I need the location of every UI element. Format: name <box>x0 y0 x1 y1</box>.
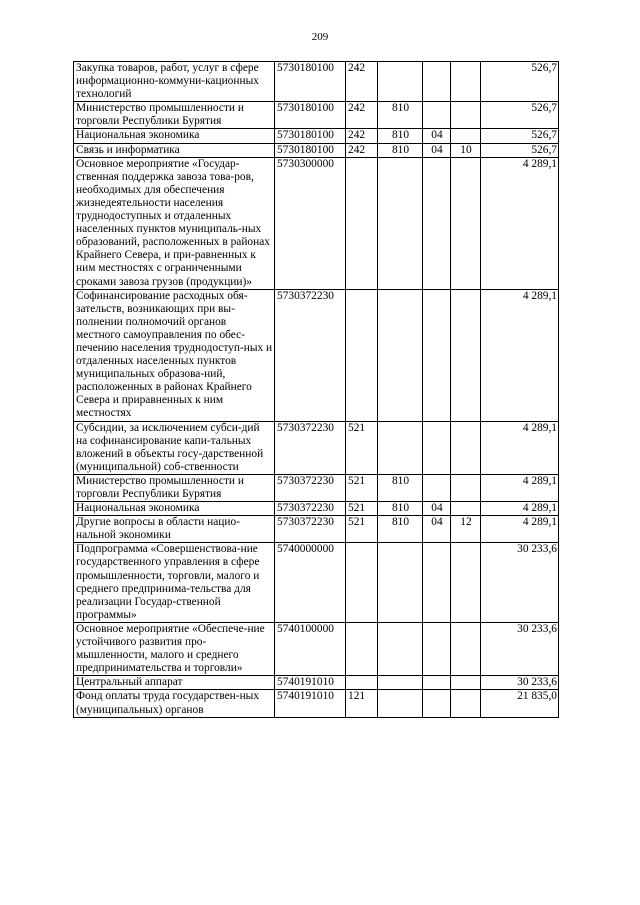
row-name-cell: Подпрограмма «Совершенствова-ние государственного управления в сфере промышленности, торговли, малого и среднего предпринима-тельства для реализации Государ-ственной программы» <box>74 543 275 623</box>
row-vr-cell: 521 <box>346 421 378 474</box>
row-name-cell: Связь и информатика <box>74 143 275 157</box>
row-pr-cell <box>451 502 481 516</box>
row-grbs-cell <box>378 676 423 690</box>
table-row <box>74 543 559 623</box>
row-csr-cell: 5740000000 <box>275 543 346 623</box>
row-rz-cell <box>423 622 451 675</box>
row-rz-cell <box>423 474 451 501</box>
table-row <box>74 676 559 690</box>
row-grbs-cell <box>378 622 423 675</box>
row-vr-cell <box>346 676 378 690</box>
row-csr-cell: 5740191010 <box>275 676 346 690</box>
table-row <box>74 102 559 129</box>
row-grbs-cell <box>378 62 423 102</box>
row-rz-cell <box>423 676 451 690</box>
row-rz-cell <box>423 102 451 129</box>
row-pr-cell <box>451 676 481 690</box>
row-pr-cell <box>451 157 481 289</box>
row-grbs-cell <box>378 543 423 623</box>
row-name-cell: Закупка товаров, работ, услуг в сфере информационно-коммуни-кационных технологий <box>74 62 275 102</box>
row-sum-cell: 30 233,6 <box>481 622 559 675</box>
row-csr-cell: 5730300000 <box>275 157 346 289</box>
row-grbs-cell: 810 <box>378 502 423 516</box>
row-grbs-cell: 810 <box>378 516 423 543</box>
row-rz-cell <box>423 690 451 717</box>
row-grbs-cell <box>378 421 423 474</box>
row-pr-cell <box>451 102 481 129</box>
row-sum-cell: 4 289,1 <box>481 157 559 289</box>
row-pr-cell <box>451 129 481 143</box>
table-row <box>74 157 559 289</box>
row-name-cell: Национальная экономика <box>74 502 275 516</box>
row-rz-cell: 04 <box>423 143 451 157</box>
row-name-cell: Софинансирование расходных обя-зательств, возникающих при вы-полнении полномочий органов местного самоуправления по обес-печению населения труднодоступ-ных и отдаленных населенных пунктов муниципальных образова-ний, расположенных в районах Крайнего Севера и приравненных к ним местностях <box>74 289 275 421</box>
row-csr-cell: 5730372230 <box>275 474 346 501</box>
row-name-cell: Национальная экономика <box>74 129 275 143</box>
row-pr-cell <box>451 421 481 474</box>
row-pr-cell <box>451 543 481 623</box>
row-pr-cell: 10 <box>451 143 481 157</box>
row-rz-cell <box>423 543 451 623</box>
row-vr-cell: 521 <box>346 502 378 516</box>
row-grbs-cell <box>378 690 423 717</box>
row-pr-cell <box>451 289 481 421</box>
row-csr-cell: 5740191010 <box>275 690 346 717</box>
row-pr-cell <box>451 622 481 675</box>
row-csr-cell: 5730372230 <box>275 289 346 421</box>
row-csr-cell: 5730180100 <box>275 62 346 102</box>
row-sum-cell: 526,7 <box>481 102 559 129</box>
row-csr-cell: 5730180100 <box>275 102 346 129</box>
budget-table <box>73 61 559 718</box>
row-rz-cell <box>423 421 451 474</box>
row-name-cell: Субсидии, за исключением субси-дий на софинансирование капи-тальных вложений в объекты госу-дарственной (муниципальной) соб-ственности <box>74 421 275 474</box>
table-row <box>74 690 559 717</box>
row-vr-cell <box>346 157 378 289</box>
row-sum-cell: 4 289,1 <box>481 516 559 543</box>
row-rz-cell: 04 <box>423 516 451 543</box>
row-pr-cell <box>451 474 481 501</box>
row-grbs-cell <box>378 157 423 289</box>
table-row <box>74 289 559 421</box>
row-vr-cell: 242 <box>346 62 378 102</box>
row-vr-cell: 521 <box>346 516 378 543</box>
table-row <box>74 143 559 157</box>
row-sum-cell: 30 233,6 <box>481 543 559 623</box>
row-name-cell: Основное мероприятие «Обеспече-ние устойчивого развития про-мышленности, малого и среднего предпринимательства и торговли» <box>74 622 275 675</box>
row-grbs-cell: 810 <box>378 143 423 157</box>
row-grbs-cell: 810 <box>378 474 423 501</box>
row-vr-cell <box>346 289 378 421</box>
table-row <box>74 421 559 474</box>
row-vr-cell <box>346 543 378 623</box>
table-row <box>74 622 559 675</box>
table-row <box>74 129 559 143</box>
row-name-cell: Другие вопросы в области нацио-нальной экономики <box>74 516 275 543</box>
row-vr-cell: 242 <box>346 102 378 129</box>
row-pr-cell <box>451 62 481 102</box>
table-row <box>74 516 559 543</box>
row-pr-cell <box>451 690 481 717</box>
table-row <box>74 502 559 516</box>
row-sum-cell: 526,7 <box>481 62 559 102</box>
row-grbs-cell <box>378 289 423 421</box>
row-rz-cell: 04 <box>423 502 451 516</box>
row-rz-cell <box>423 289 451 421</box>
row-rz-cell: 04 <box>423 129 451 143</box>
row-csr-cell: 5730372230 <box>275 502 346 516</box>
row-name-cell: Центральный аппарат <box>74 676 275 690</box>
table-row <box>74 62 559 102</box>
row-rz-cell <box>423 157 451 289</box>
row-csr-cell: 5740100000 <box>275 622 346 675</box>
row-vr-cell <box>346 622 378 675</box>
row-sum-cell: 30 233,6 <box>481 676 559 690</box>
row-vr-cell: 121 <box>346 690 378 717</box>
table-row <box>74 474 559 501</box>
row-sum-cell: 526,7 <box>481 143 559 157</box>
row-sum-cell: 21 835,0 <box>481 690 559 717</box>
row-name-cell: Министерство промышленности и торговли Республики Бурятия <box>74 474 275 501</box>
row-csr-cell: 5730372230 <box>275 516 346 543</box>
row-name-cell: Основное мероприятие «Государ-ственная поддержка завоза това-ров, необходимых для обеспечения жизнедеятельности населения труднодоступных и отдаленных населенных пунктов муниципаль-ных образований, расположенных в районах Крайнего Севера, и при-равненных к ним местностях с ограниченными сроками завоза грузов (продукции)» <box>74 157 275 289</box>
row-pr-cell: 12 <box>451 516 481 543</box>
row-csr-cell: 5730372230 <box>275 421 346 474</box>
row-vr-cell: 242 <box>346 143 378 157</box>
row-grbs-cell: 810 <box>378 129 423 143</box>
row-name-cell: Фонд оплаты труда государствен-ных (муниципальных) органов <box>74 690 275 717</box>
row-grbs-cell: 810 <box>378 102 423 129</box>
row-sum-cell: 4 289,1 <box>481 421 559 474</box>
row-rz-cell <box>423 62 451 102</box>
row-vr-cell: 242 <box>346 129 378 143</box>
row-sum-cell: 4 289,1 <box>481 474 559 501</box>
row-name-cell: Министерство промышленности и торговли Республики Бурятия <box>74 102 275 129</box>
row-csr-cell: 5730180100 <box>275 129 346 143</box>
row-sum-cell: 526,7 <box>481 129 559 143</box>
row-sum-cell: 4 289,1 <box>481 502 559 516</box>
row-csr-cell: 5730180100 <box>275 143 346 157</box>
row-sum-cell: 4 289,1 <box>481 289 559 421</box>
page-number: 209 <box>311 31 329 43</box>
budget-table-body <box>74 62 559 718</box>
row-vr-cell: 521 <box>346 474 378 501</box>
